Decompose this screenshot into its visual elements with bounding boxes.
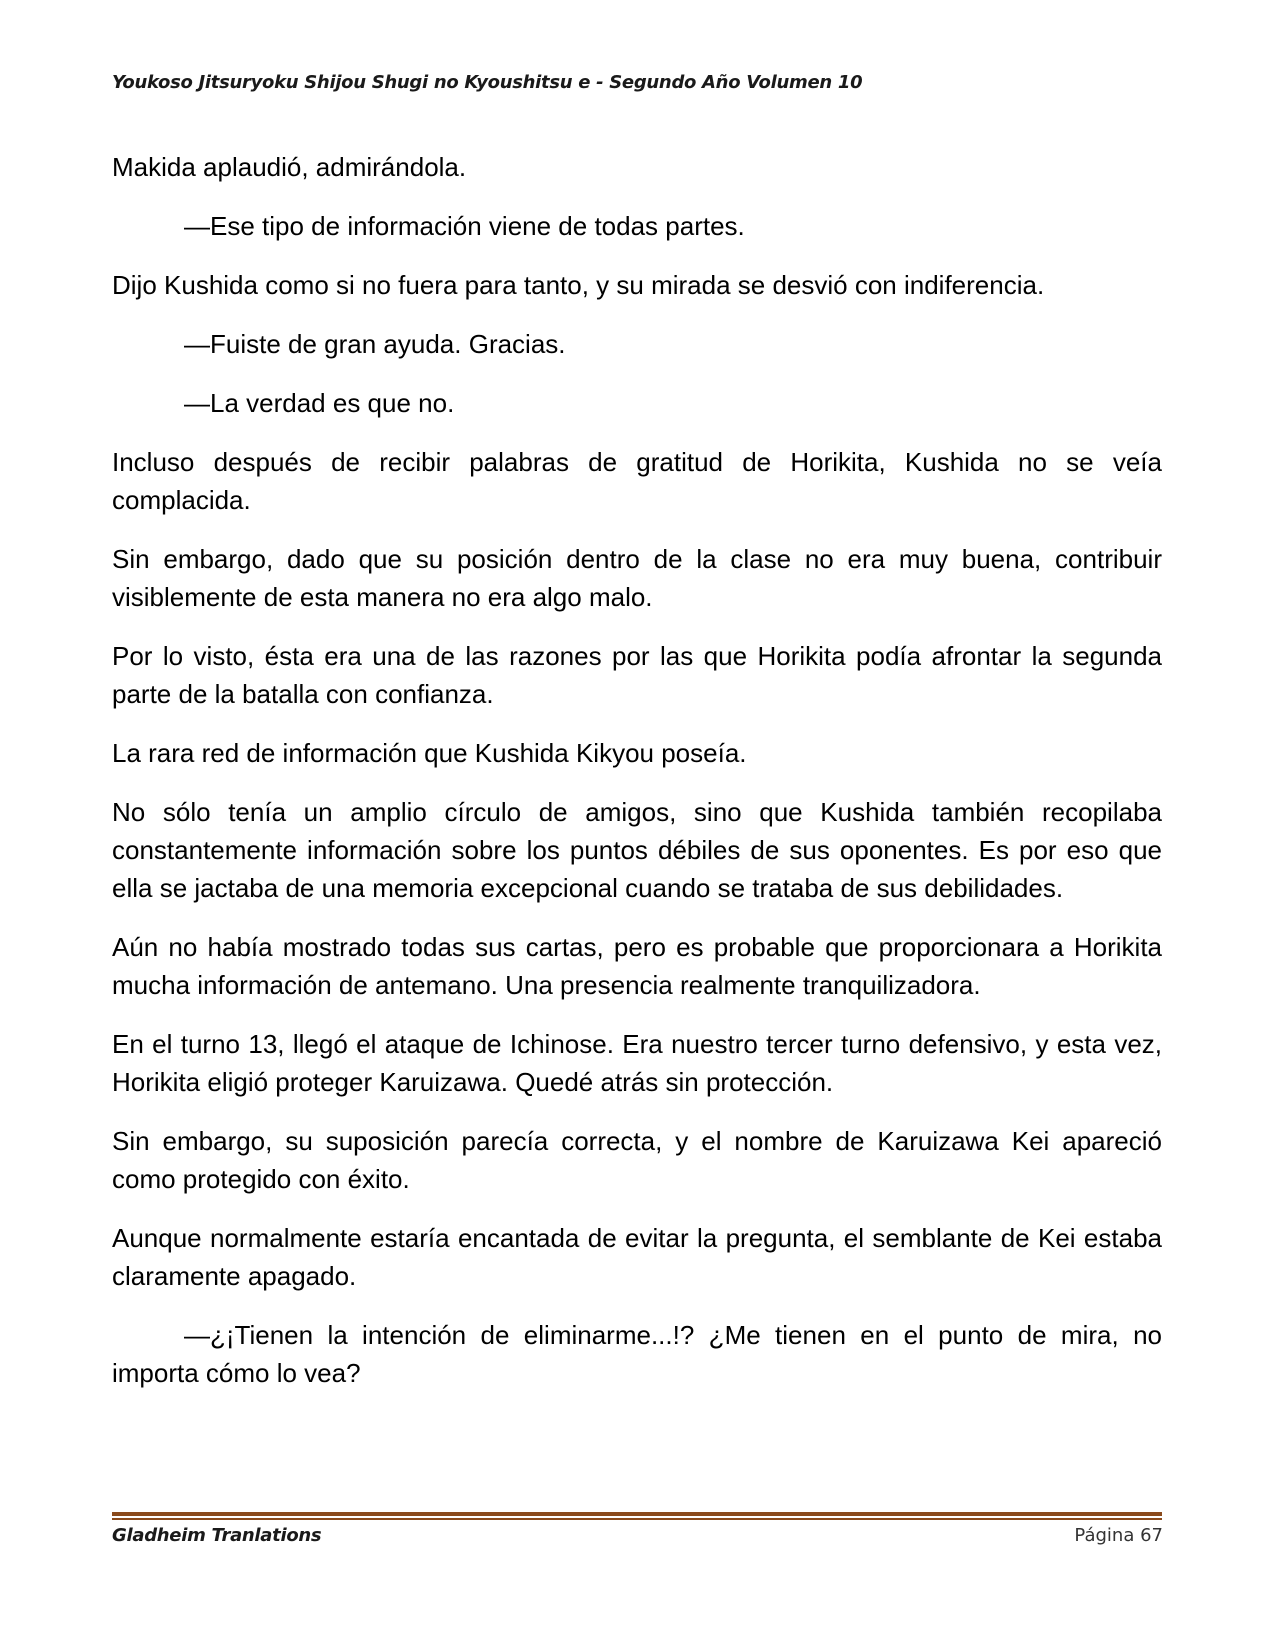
footer-divider <box>112 1512 1162 1520</box>
footer-divider-thin <box>112 1518 1162 1520</box>
paragraph: Dijo Kushida como si no fuera para tanto, y su mirada se desvió con indiferencia. <box>112 270 1045 300</box>
paragraph: En el turno 13, llegó el ataque de Ichinose. Era nuestro tercer turno defensivo, y esta vez, Horikita eligió proteger Karuizawa. Quedé atrás sin protección. <box>112 1029 1162 1097</box>
paragraph: Sin embargo, su suposición parecía correcta, y el nombre de Karuizawa Kei apareció como protegido con éxito. <box>112 1126 1162 1194</box>
paragraph: Makida aplaudió, admirándola. <box>112 152 467 182</box>
paragraph: —Ese tipo de información viene de todas partes. <box>184 211 745 241</box>
paragraph: La rara red de información que Kushida Kikyou poseía. <box>112 738 747 768</box>
running-header: Youkoso Jitsuryoku Shijou Shugi no Kyoushitsu e - Segundo Año Volumen 10 <box>112 72 863 93</box>
page-number: Página 67 <box>1074 1525 1163 1546</box>
paragraph: Sin embargo, dado que su posición dentro de la clase no era muy buena, contribuir visiblemente de esta manera no era algo malo. <box>112 544 1162 612</box>
footer-credit: Gladheim Tranlations <box>112 1525 322 1546</box>
paragraph: Aunque normalmente estaría encantada de evitar la pregunta, el semblante de Kei estaba claramente apagado. <box>112 1223 1162 1291</box>
paragraph: Por lo visto, ésta era una de las razones por las que Horikita podía afrontar la segunda parte de la batalla con confianza. <box>112 641 1162 709</box>
paragraph: Aún no había mostrado todas sus cartas, pero es probable que proporcionara a Horikita mucha información de antemano. Una presencia realmente tranquilizadora. <box>112 932 1162 1000</box>
footer-divider-thick <box>112 1512 1162 1516</box>
paragraph: —La verdad es que no. <box>184 388 455 418</box>
body-text <box>112 148 1162 1413</box>
paragraph: —¿¡Tienen la intención de eliminarme...!? ¿Me tienen en el punto de mira, no importa cómo lo vea? <box>112 1320 1162 1388</box>
paragraph: —Fuiste de gran ayuda. Gracias. <box>184 329 566 359</box>
paragraph: Incluso después de recibir palabras de gratitud de Horikita, Kushida no se veía complacida. <box>112 447 1162 515</box>
paragraph: No sólo tenía un amplio círculo de amigos, sino que Kushida también recopilaba constantemente información sobre los puntos débiles de sus oponentes. Es por eso que ella se jactaba de una memoria excepcional cuando se trataba de sus debilidades. <box>112 797 1162 903</box>
